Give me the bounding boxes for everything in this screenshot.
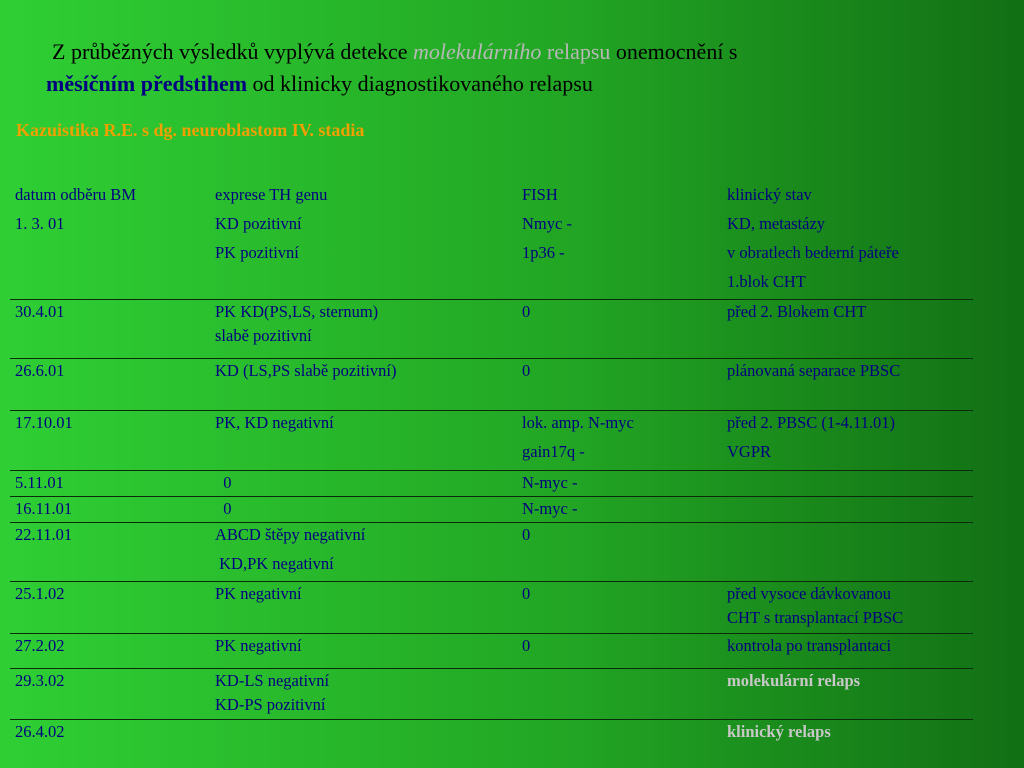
cell-fish: 1p36 - <box>522 243 565 262</box>
cell-fish: N-myc - <box>522 473 578 492</box>
cell-date: 1. 3. 01 <box>15 214 65 233</box>
cell-th: PK negativní <box>215 636 302 655</box>
results-table <box>10 183 973 749</box>
headline-text-relapse: relapsu <box>541 39 611 64</box>
cell-th: PK negativní <box>215 584 302 603</box>
cell-state: před 2. Blokem CHT <box>727 302 867 321</box>
header-fish: FISH <box>522 185 558 204</box>
slide-headline <box>46 36 1006 100</box>
table-row <box>10 359 973 411</box>
cell-th: PK KD(PS,LS, sternum) <box>215 302 379 321</box>
table-row <box>10 497 973 523</box>
cell-fish: 0 <box>522 302 531 321</box>
cell-th: PK pozitivní <box>215 243 299 262</box>
header-state: klinický stav <box>727 185 812 204</box>
table-row <box>10 523 973 582</box>
cell-state: 1.blok CHT <box>727 272 806 291</box>
headline-text-a: Z průběžných výsledků vyplývá detekce <box>52 39 414 64</box>
cell-state: VGPR <box>727 442 772 461</box>
table-row <box>10 634 973 669</box>
cell-date: 26.6.01 <box>15 361 65 380</box>
cell-th: KD-PS pozitivní <box>215 695 326 714</box>
cell-fish: 0 <box>522 584 531 603</box>
header-th: exprese TH genu <box>215 185 328 204</box>
header-date: datum odběru BM <box>15 185 136 204</box>
cell-date: 27.2.02 <box>15 636 65 655</box>
cell-state: plánovaná separace PBSC <box>727 361 901 380</box>
table-row <box>10 212 973 300</box>
cell-state: CHT s transplantací PBSC <box>727 608 904 627</box>
cell-th: PK, KD negativní <box>215 413 334 432</box>
cell-th: slabě pozitivní <box>215 326 312 345</box>
headline-text-emphasis: měsíčním předstihem <box>46 71 248 96</box>
cell-date: 22.11.01 <box>15 525 73 544</box>
cell-state: KD, metastázy <box>727 214 826 233</box>
cell-fish: 0 <box>522 636 531 655</box>
cell-th: 0 <box>215 473 232 492</box>
cell-th: KD,PK negativní <box>215 554 334 573</box>
cell-th: 0 <box>215 499 232 518</box>
cell-th: KD-LS negativní <box>215 671 330 690</box>
cell-fish: 0 <box>522 361 531 380</box>
table-row <box>10 582 973 634</box>
table-row <box>10 471 973 497</box>
cell-date: 5.11.01 <box>15 473 64 492</box>
cell-state-molecular-relapse: molekulární relaps <box>727 671 861 690</box>
cell-fish: lok. amp. N-myc <box>522 413 634 432</box>
cell-date: 17.10.01 <box>15 413 73 432</box>
cell-date: 26.4.02 <box>15 722 65 741</box>
cell-date: 30.4.01 <box>15 302 65 321</box>
cell-state: před vysoce dávkovanou <box>727 584 892 603</box>
cell-state: v obratlech bederní páteře <box>727 243 899 262</box>
cell-date: 16.11.01 <box>15 499 73 518</box>
headline-text-molecular: molekulárního <box>413 39 542 64</box>
cell-fish: 0 <box>522 525 531 544</box>
table-row <box>10 411 973 471</box>
cell-state: před 2. PBSC (1-4.11.01) <box>727 413 896 432</box>
headline-text-d: onemocnění s <box>610 39 738 64</box>
cell-th: KD pozitivní <box>215 214 302 233</box>
cell-state: kontrola po transplantaci <box>727 636 892 655</box>
cell-th: ABCD štěpy negativní <box>215 525 366 544</box>
cell-fish: gain17q - <box>522 442 585 461</box>
headline-text-b: od klinicky diagnostikovaného relapsu <box>247 71 593 96</box>
cell-date: 29.3.02 <box>15 671 65 690</box>
cell-th: KD (LS,PS slabě pozitivní) <box>215 361 397 380</box>
headline-line-2 <box>46 68 1006 100</box>
cell-fish: Nmyc - <box>522 214 572 233</box>
table-row <box>10 720 973 749</box>
headline-line-1 <box>46 36 1006 68</box>
table-row <box>10 669 973 720</box>
cell-fish: N-myc - <box>522 499 578 518</box>
table-row <box>10 300 973 359</box>
cell-date: 25.1.02 <box>15 584 65 603</box>
case-subtitle: Kazuistika R.E. s dg. neuroblastom IV. stadia <box>16 120 365 140</box>
cell-state-clinical-relapse: klinický relaps <box>727 722 831 741</box>
table-header <box>10 183 973 212</box>
